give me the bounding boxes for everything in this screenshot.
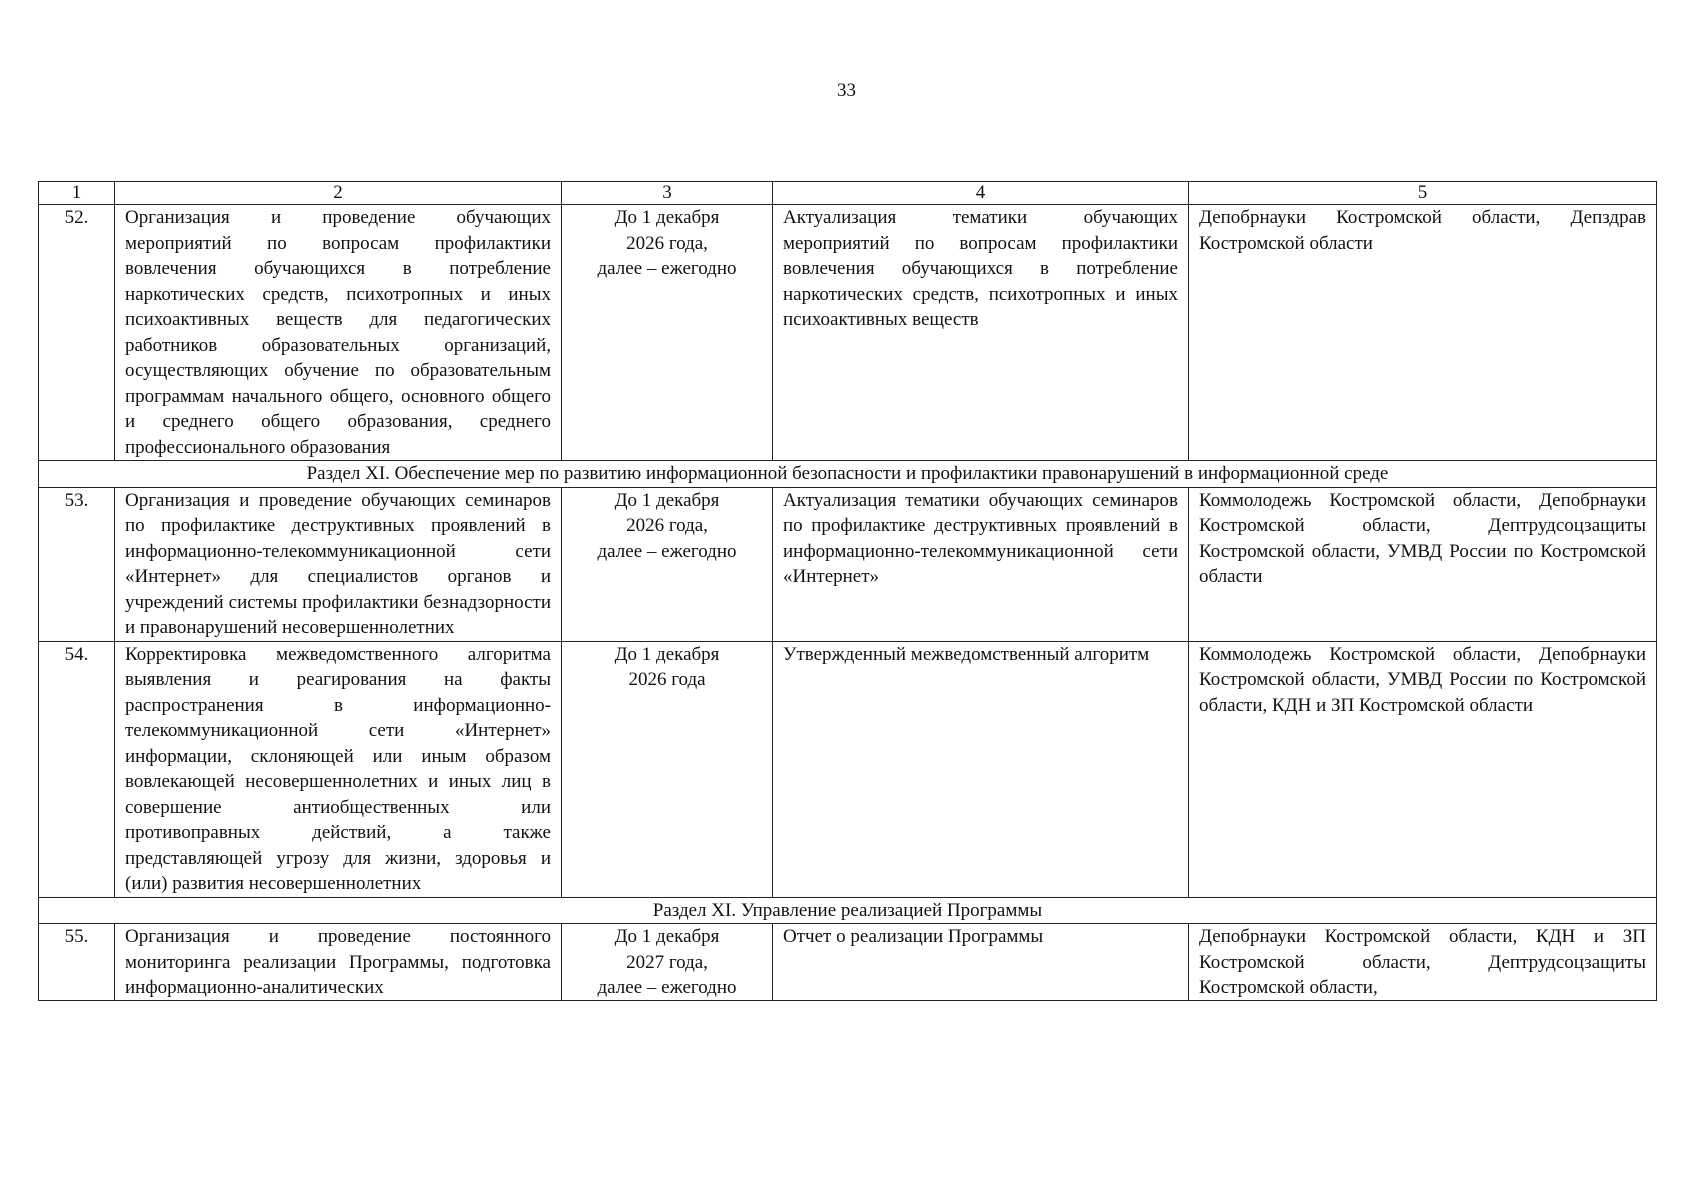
result-cell xyxy=(773,924,1189,1001)
table-row xyxy=(39,641,1657,897)
deadline-cell: До 1 декабря 2026 года, далее – ежегодно xyxy=(562,487,773,641)
page-number: 33 xyxy=(837,80,856,101)
responsible-cell: Депобрнауки Костромской области, Депздрав Костромской области xyxy=(1189,205,1657,461)
header-cell: 2 xyxy=(115,182,562,205)
result-cell: Актуализация тематики обучающих мероприятий по вопросам профилактики вовлечения обучающихся в потребление наркотических средств, психотропных и иных психоактивных веществ xyxy=(773,205,1189,461)
activity-cell: Организация и проведение обучающих мероприятий по вопросам профилактики вовлечения обучающихся в потребление наркотических средств, психотропных и иных психоактивных веществ для педагогических работников образовательных организаций, осуществляющих обучение по образовательным программам начального общего, основного общего и среднего общего образования, среднего профессионального образования xyxy=(115,205,562,461)
row-number: 52. xyxy=(39,205,115,461)
section-title: Раздел XI. Управление реализацией Программы xyxy=(39,897,1657,924)
table-header-row xyxy=(39,182,1657,205)
row-number: 55. xyxy=(39,924,115,1001)
activity-cell: Корректировка межведомственного алгоритма выявления и реагирования на факты распространения в информационно-телекоммуникационной сети «Интернет» информации, склоняющей или иным образом вовлекающей несовершеннолетних и иных лиц в совершение антиобщественных или противоправных действий, а также представляющей угрозу для жизни, здоровья и (или) развития несовершеннолетних xyxy=(115,641,562,897)
activity-cell: Организация и проведение обучающих семинаров по профилактике деструктивных проявлений в информационно-телекоммуникационной сети «Интернет» для специалистов органов и учреждений системы профилактики безнадзорности и правонарушений несовершеннолетних xyxy=(115,487,562,641)
result-text: Отчет о реализации Программы xyxy=(783,926,1044,947)
activity-text: Организация и проведение постоянного мониторинга реализации Программы, подготовка информационно-аналитических xyxy=(125,926,551,998)
responsible-cell xyxy=(1189,924,1657,1001)
row-number: 54. xyxy=(39,641,115,897)
header-cell: 5 xyxy=(1189,182,1657,205)
deadline-cell: До 1 декабря 2026 года xyxy=(562,641,773,897)
table-row xyxy=(39,487,1657,641)
section-row xyxy=(39,461,1657,488)
responsible-cell: Коммолодежь Костромской области, Депобрнауки Костромской области, УМВД России по Костромской области, КДН и ЗП Костромской области xyxy=(1189,641,1657,897)
responsible-text: Депобрнауки Костромской области, КДН и ЗП Костромской области, Дептрудсоцзащиты Костромской области, xyxy=(1199,926,1646,998)
deadline-cell xyxy=(562,924,773,1001)
result-cell: Актуализация тематики обучающих семинаров по профилактике деструктивных проявлений в информационно-телекоммуникационной сети «Интернет» xyxy=(773,487,1189,641)
header-cell: 4 xyxy=(773,182,1189,205)
header-cell: 3 xyxy=(562,182,773,205)
row-number: 53. xyxy=(39,487,115,641)
result-cell: Утвержденный межведомственный алгоритм xyxy=(773,641,1189,897)
activity-cell xyxy=(115,924,562,1001)
table-row xyxy=(39,205,1657,461)
section-row xyxy=(39,897,1657,924)
deadline-text: До 1 декабря 2027 года, далее – ежегодно xyxy=(597,926,737,998)
program-table xyxy=(38,181,1657,1001)
responsible-cell: Коммолодежь Костромской области, Депобрнауки Костромской области, Дептрудсоцзащиты Костромской области, УМВД России по Костромской области xyxy=(1189,487,1657,641)
section-title: Раздел XI. Обеспечение мер по развитию информационной безопасности и профилактики правонарушений в информационной среде xyxy=(39,461,1657,488)
header-cell: 1 xyxy=(39,182,115,205)
table-row xyxy=(39,924,1657,1001)
deadline-cell: До 1 декабря 2026 года, далее – ежегодно xyxy=(562,205,773,461)
